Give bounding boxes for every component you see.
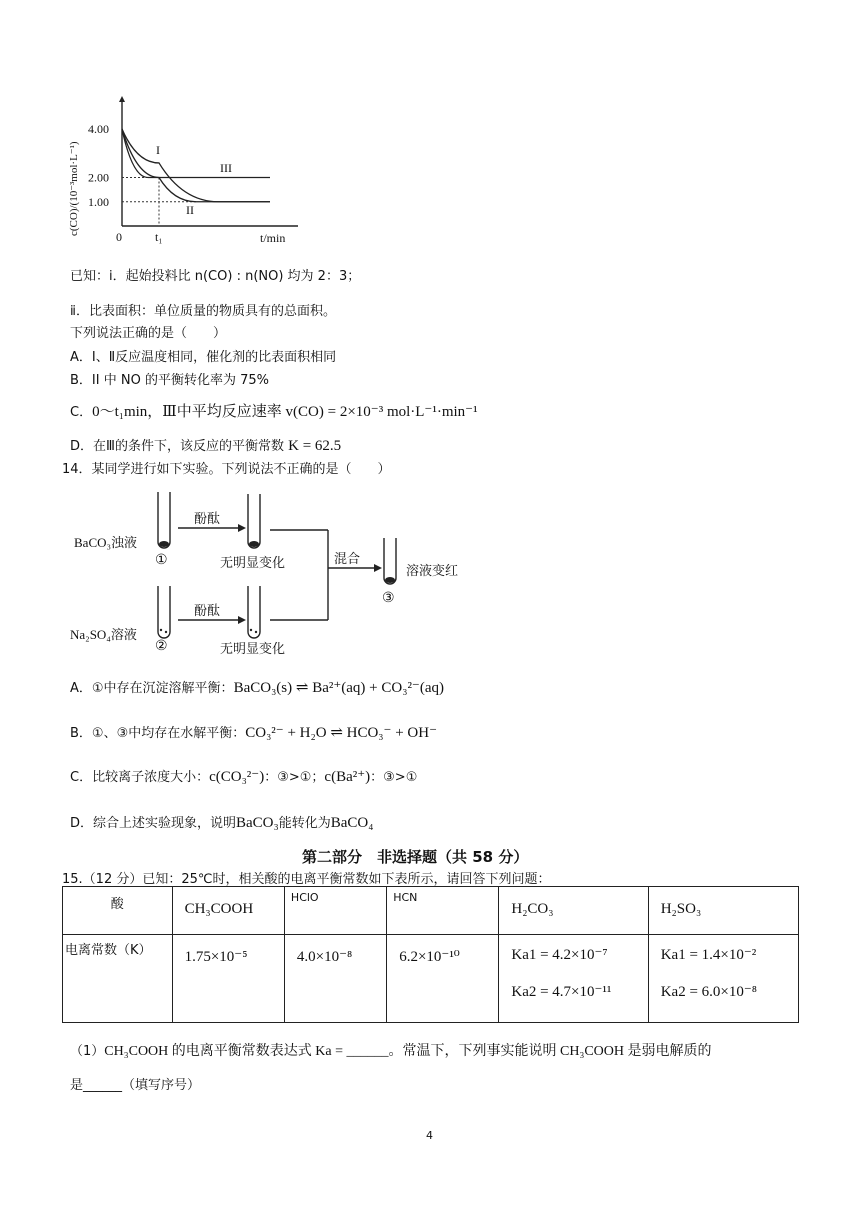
mix-label: 混合 [334, 551, 361, 566]
series-label-III: III [220, 161, 232, 175]
y-tick-1: 1.00 [88, 194, 109, 209]
page-number: 4 [426, 1129, 433, 1142]
series-label-I: I [156, 143, 160, 157]
q13-known-1: 已知：ⅰ．起始投料比 n(CO) : n(NO) 均为 2：3； [70, 269, 361, 284]
no-change-label-1: 无明显变化 [220, 555, 286, 570]
reagent-na2so4-label: Na₂SO₄溶液 [70, 627, 137, 642]
header-cell-hcn: HCN [387, 887, 499, 935]
q14-option-c-math2: c(Ba²⁺) [324, 769, 371, 785]
chart-axes [119, 96, 298, 226]
series-line-II [122, 129, 270, 202]
q14-option-d-math2: BaCO₄ [330, 815, 374, 831]
no-change-label-2: 无明显变化 [220, 641, 286, 656]
q14-option-a-prefix: A．①中存在沉淀溶解平衡： [70, 681, 234, 696]
q14-experiment-diagram [70, 486, 470, 656]
test-tube-2 [158, 586, 170, 638]
q14-option-b [70, 722, 437, 742]
value-cell-ch3cooh: 1.75×10⁻⁵ [172, 935, 284, 1023]
header-cell-ch3cooh: CH₃COOH [172, 887, 284, 935]
header-cell-acid: 酸 [63, 887, 173, 935]
test-tube-2b [248, 586, 260, 638]
q13-option-d-math: K = 62.5 [288, 438, 342, 454]
q13-option-b: B．II 中 NO 的平衡转化率为 75% [70, 373, 269, 388]
q14-option-d-prefix: D．综合上述实验现象，说明 [70, 816, 237, 831]
phenolphthalein-label-2: 酚酞 [194, 603, 221, 618]
q14-option-d-math1: BaCO₃ [236, 815, 279, 831]
x-tick-0: 0 [116, 230, 122, 244]
h2so3-ka2: Ka2 = 6.0×10⁻⁸ [660, 984, 758, 1000]
table-value-row [63, 935, 799, 1023]
q13-option-d [70, 435, 341, 455]
ionization-constant-table [62, 886, 799, 1023]
q14-option-b-math: CO₃²⁻ + H₂O ⇌ HCO₃⁻ + OH⁻ [245, 725, 437, 741]
q14-option-b-prefix: B．①、③中均存在水解平衡： [70, 726, 246, 741]
q14-option-a [70, 677, 444, 697]
y-axis-arrow [119, 96, 125, 102]
solution-red-label: 溶液变红 [406, 563, 459, 578]
y-axis-label: c(CO)/(10⁻³mol·L⁻¹) [68, 141, 80, 236]
co-concentration-chart [60, 96, 310, 248]
table-header-row [63, 887, 799, 935]
q15-stem: 15.（12 分）已知：25℃时，相关酸的电离平衡常数如下表所示，请回答下列问题： [62, 872, 551, 887]
q13-option-c [70, 400, 478, 421]
q14-option-c-prefix: C．比较离子浓度大小： [70, 770, 210, 785]
tube-3-number: ③ [382, 591, 395, 606]
y-tick-4: 4.00 [88, 122, 109, 136]
test-tube-1 [158, 492, 170, 548]
part-two-title: 第二部分 非选择题（共 58 分） [302, 848, 529, 866]
q14-option-c [70, 766, 417, 786]
q14-option-c-math1: c(CO₃²⁻) [209, 769, 265, 785]
q13-option-c-prefix: C． [70, 405, 93, 420]
q13-option-c-math: 0～t₁min，Ⅲ中平均反应速率 v(CO) = 2×10⁻³ mol·L⁻¹·min⁻¹ [92, 404, 478, 420]
q15-sub1-number: （1） [70, 1044, 105, 1059]
q15-sub1-line2: 是______（填写序号） [70, 1078, 201, 1093]
x-axis-label: t/min [260, 231, 286, 245]
q14-option-a-math: BaCO₃(s) ⇌ Ba²⁺(aq) + CO₃²⁻(aq) [233, 680, 445, 696]
header-cell-h2so3: H₂SO₃ [648, 887, 798, 935]
q14-stem: 14．某同学进行如下实验。下列说法不正确的是（ ） [62, 462, 391, 477]
reagent-baco3-label: BaCO₃浊液 [74, 535, 138, 550]
value-cell-hcn: 6.2×10⁻¹⁰ [387, 935, 499, 1023]
q15-sub1-text: CH₃COOH 的电离平衡常数表达式 Ka = ______。常温下，下列事实能说明 CH₃COOH 是弱电解质的 [104, 1044, 712, 1059]
series-line-III [122, 129, 270, 178]
series-line-I [122, 129, 270, 202]
q13-option-d-prefix: D．在Ⅲ的条件下，该反应的平衡常数 [70, 439, 284, 454]
series-label-II: II [186, 203, 194, 217]
h2co3-ka1: Ka1 = 4.2×10⁻⁷ [511, 947, 608, 963]
chart-series [122, 129, 270, 202]
x-tick-t1: t₁ [155, 230, 163, 244]
value-cell-h2co3 [499, 935, 648, 1023]
value-cell-hclo: 4.0×10⁻⁸ [284, 935, 386, 1023]
header-cell-h2co3: H₂CO₃ [499, 887, 648, 935]
q13-prompt: 下列说法正确的是（ ） [70, 326, 227, 341]
chart-guides [122, 178, 196, 227]
y-tick-2: 2.00 [88, 170, 109, 185]
q14-option-c-rest2: ：③>① [370, 770, 418, 785]
q15-sub1-line1 [70, 1040, 712, 1060]
test-tube-1b [248, 494, 260, 548]
value-cell-h2so3 [648, 935, 798, 1023]
q13-option-a: A．Ⅰ、Ⅱ反应温度相同，催化剂的比表面积相同 [70, 350, 337, 365]
header-cell-hclo: HClO [284, 887, 386, 935]
tube-1-number: ① [155, 553, 168, 568]
row-label-cell: 电离常数（K） [63, 935, 173, 1023]
phenolphthalein-label-1: 酚酞 [194, 511, 221, 526]
h2co3-ka2: Ka2 = 4.7×10⁻¹¹ [511, 984, 612, 1000]
q14-option-c-rest1: ：③>①； [264, 770, 325, 785]
q14-option-d-mid: 能转化为 [278, 816, 331, 831]
h2so3-ka1: Ka1 = 1.4×10⁻² [660, 947, 757, 963]
q14-option-d [70, 812, 374, 832]
q13-known-2: ⅱ．比表面积：单位质量的物质具有的总面积。 [70, 304, 336, 319]
tube-2-number: ② [155, 639, 168, 654]
